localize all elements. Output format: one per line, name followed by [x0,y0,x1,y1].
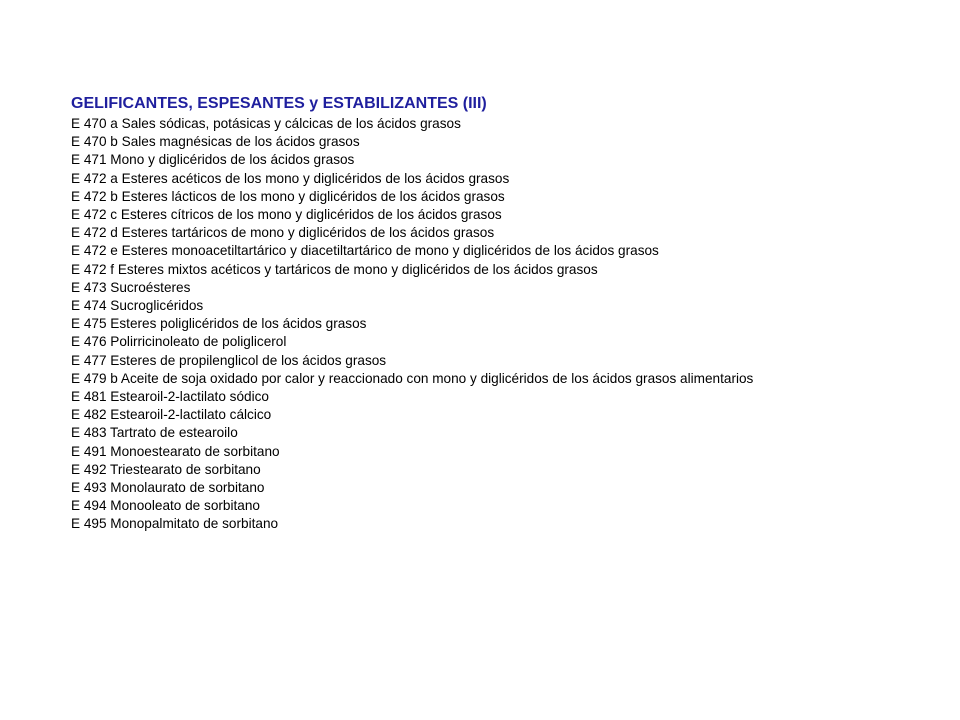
slide-content [71,94,941,534]
list-item: E 491 Monoestearato de sorbitano [71,443,280,459]
list-item: E 479 b Aceite de soja oxidado por calor y reaccionado con mono y diglicéridos de los ácidos grasos alimentarios [71,370,754,386]
list-item: E 477 Esteres de propilenglicol de los ácidos grasos [71,352,387,368]
list-item: E 472 b Esteres lácticos de los mono y diglicéridos de los ácidos grasos [71,188,505,204]
list-item: E 472 c Esteres cítricos de los mono y diglicéridos de los ácidos grasos [71,207,502,223]
list-item: E 476 Polirricinoleato de poliglicerol [71,334,287,350]
list-item: E 474 Sucroglicéridos [71,298,204,314]
list-item: E 481 Estearoil-2-lactilato sódico [71,389,269,405]
list-item: E 483 Tartrato de estearoilo [71,425,238,441]
list-item: E 472 e Esteres monoacetiltartárico y diacetiltartárico de mono y diglicéridos de los ácidos grasos [71,243,659,259]
additive-list [71,115,941,534]
list-item: E 472 d Esteres tartáricos de mono y diglicéridos de los ácidos grasos [71,225,495,241]
list-item: E 492 Triestearato de sorbitano [71,461,261,477]
list-item: E 495 Monopalmitato de sorbitano [71,516,279,532]
list-item: E 470 b Sales magnésicas de los ácidos grasos [71,134,360,150]
list-item: E 493 Monolaurato de sorbitano [71,480,265,496]
list-item: E 470 a Sales sódicas, potásicas y cálcicas de los ácidos grasos [71,116,461,131]
list-item: E 473 Sucroésteres [71,279,191,295]
list-item: E 471 Mono y diglicéridos de los ácidos grasos [71,152,355,168]
list-item: E 482 Estearoil-2-lactilato cálcico [71,407,272,423]
slide-title: GELIFICANTES, ESPESANTES y ESTABILIZANTES (III) [71,95,487,112]
list-item: E 475 Esteres poliglicéridos de los ácidos grasos [71,316,367,332]
list-item: E 494 Monooleato de sorbitano [71,498,260,514]
list-item: E 472 f Esteres mixtos acéticos y tartáricos de mono y diglicéridos de los ácidos grasos [71,261,598,277]
list-item: E 472 a Esteres acéticos de los mono y diglicéridos de los ácidos grasos [71,170,510,186]
